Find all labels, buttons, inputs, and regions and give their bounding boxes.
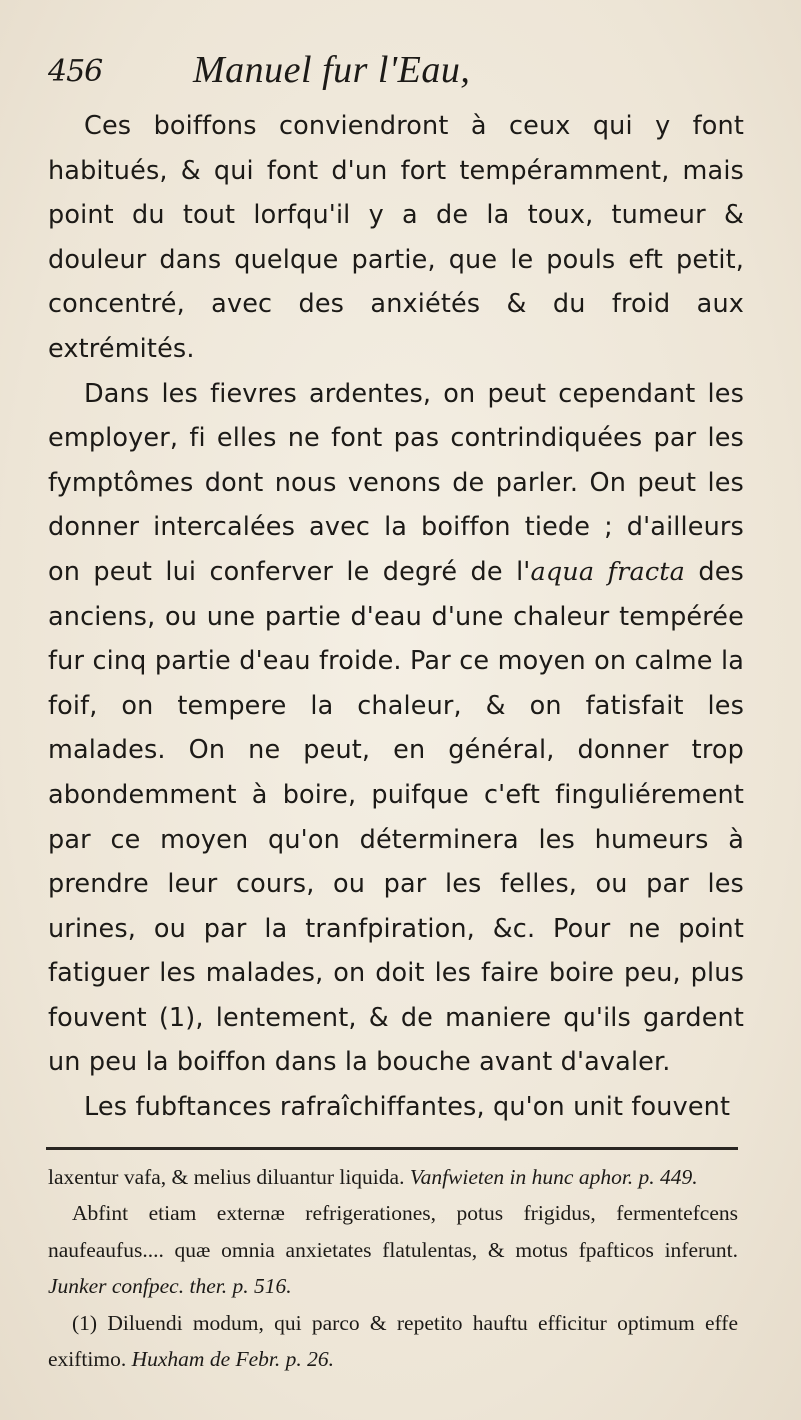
footnotes [48,1159,738,1377]
paragraph-2-part-2: des anciens, ou une partie d'eau d'une chaleur tempérée fur cinq partie d'eau froide. Par ce moyen on calme la foif, on tempere la chaleur, & on fatisfait les malades. On ne peut, en général, donner trop abondemment à boire, puifque c'eft finguliérement par ce moyen qu'on déterminera les humeurs à prendre leur cours, ou par les felles, ou par les urines, ou par la tranfpiration, &c. Pour ne point fatiguer les malades, on doit les faire boire peu, plus fouvent (1), lentement, & de maniere qu'ils gardent un peu la boiffon dans la bouche avant d'avaler. [48,556,744,1078]
footnote-2 [48,1195,738,1304]
running-title: Manuel fur l'Eau, [193,49,471,91]
footnote-3-text: (1) Diluendi modum, qui parco & repetito hauftu efficitur optimum effe exiftimo. [48,1310,738,1372]
page-header [48,48,748,96]
footnote-2-text: Abfint etiam externæ refrigerationes, potus frigidus, fermentefcens naufeaufus.... quæ omnia anxietates flatulentas, & motus fpafticos inferunt. [48,1201,738,1262]
footnote-1 [48,1159,738,1195]
footnote-1-text: laxentur vafa, & melius diluantur liquida. [48,1165,410,1189]
footnote-2-reference: Junker confpec. ther. p. 516. [48,1274,292,1299]
paragraph-2-part-1: Dans les fievres ardentes, on peut cependant les employer, fi elles ne font pas contrindiquées par les fymptômes dont nous venons de parler. On peut les donner intercalées avec la boiffon tiede ; d'ailleurs on peut lui conferver le degré de l' [48,378,744,587]
footnote-3 [48,1305,738,1378]
main-text [48,104,744,1130]
paragraph-1: Ces boiffons conviendront à ceux qui y font habitués, & qui font d'un fort tempéramment, mais point du tout lorfqu'il y a de la toux, tumeur & douleur dans quelque partie, que le pouls eft petit, concentré, avec des anxiétés & du froid aux extrémités. [48,111,744,364]
paragraph-2 [48,372,744,1086]
page-number: 456 [48,54,103,89]
footnote-1-reference: Vanfwieten in hunc aphor. p. 449. [409,1165,698,1189]
footnote-3-reference: Huxham de Febr. p. 26. [131,1347,335,1372]
footnote-divider [46,1147,738,1150]
latin-term: aqua fracta [530,556,686,587]
paragraph-3: Les fubftances rafraîchiffantes, qu'on unit fouvent [84,1092,731,1123]
